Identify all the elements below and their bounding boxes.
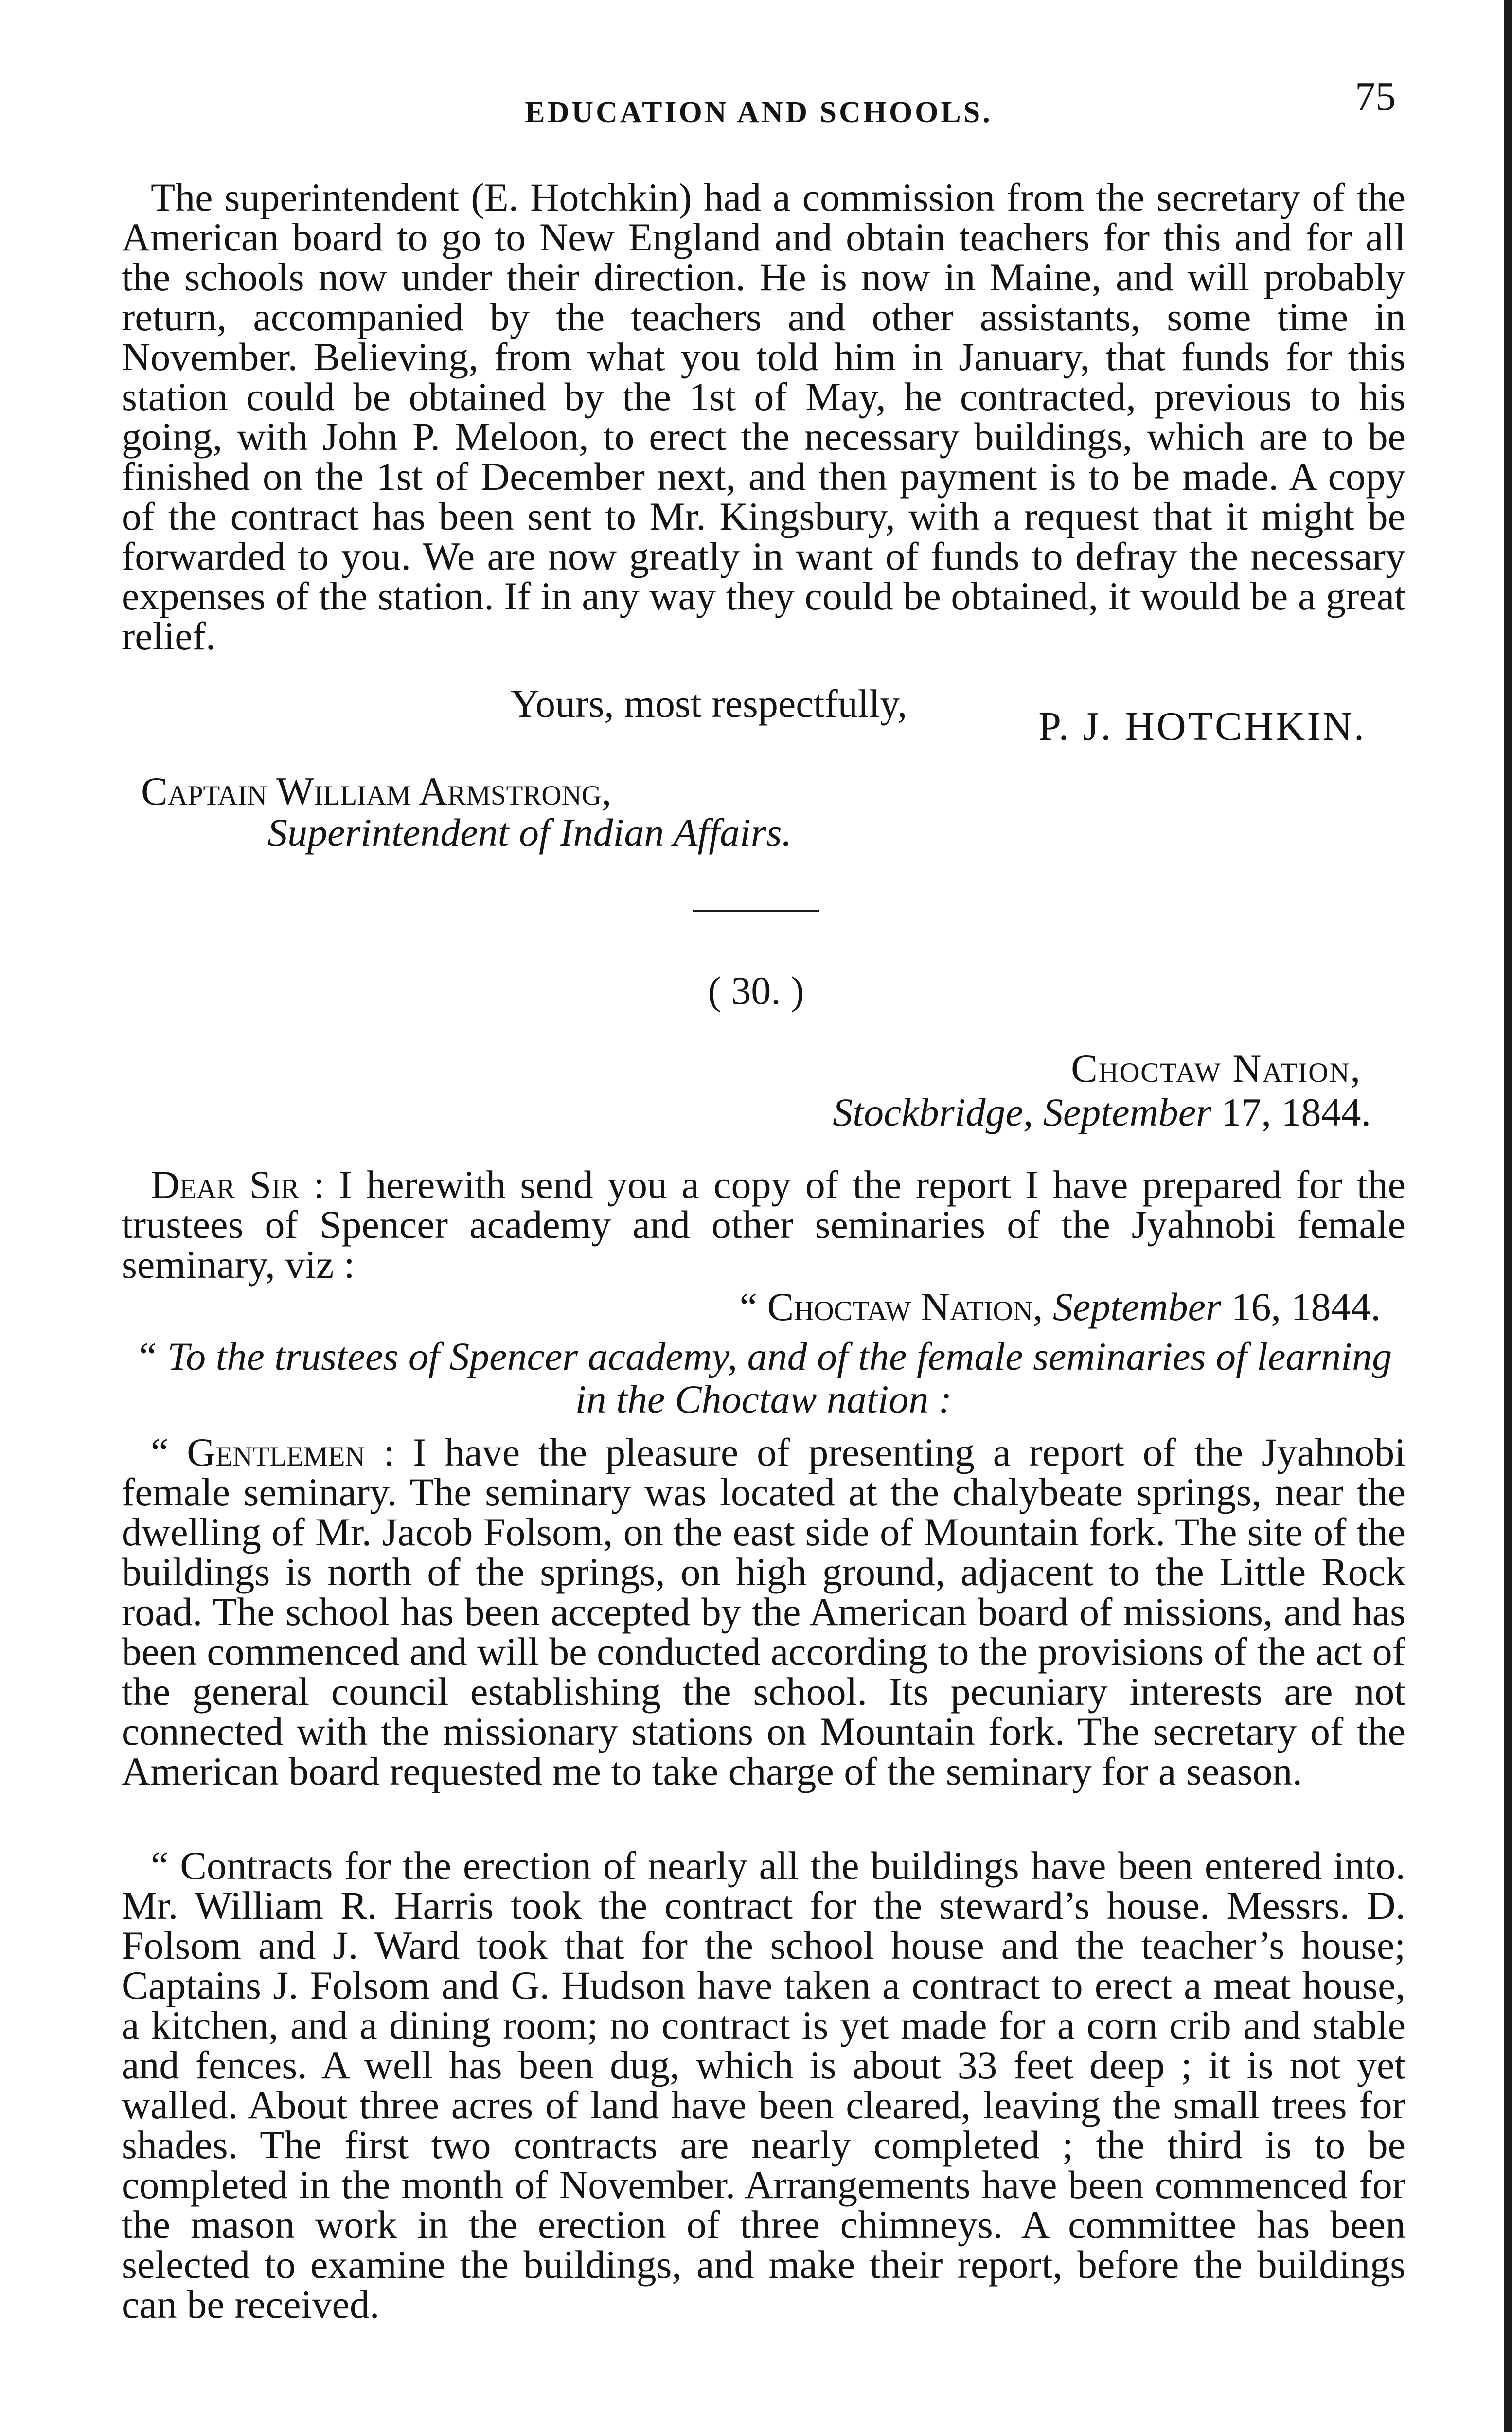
report-salutation: “ Gentlemen : <box>151 1430 395 1474</box>
page-header <box>122 73 1396 129</box>
quoted-address: “ To the trustees of Spencer academy, and of the female seminaries of learning in the Choctaw nation : <box>135 1334 1392 1421</box>
letter2-dateline-date: 17, 1844. <box>1211 1090 1371 1134</box>
quoted-dateline-place: “ Choctaw Nation, <box>739 1285 1053 1329</box>
running-head: EDUCATION AND SCHOOLS. <box>525 96 993 129</box>
quoted-dateline <box>740 1284 1381 1330</box>
page-number: 75 <box>1355 74 1396 119</box>
letter2-dateline-place: Stockbridge, September <box>833 1090 1211 1134</box>
letter1-body: The superintendent (E. Hotchkin) had a commission from the secretary of the American board to go to New England and obtain teachers for this and for all the schools now under their direction. He is now in Maine, and will probably return, accompanied by the teachers and other assistants, some time in November. Believing, from what you told him in January, that funds for this station could be obtained by the 1st of May, he contracted, previous to his going, with John P. Meloon, to erect the necessary buildings, which are to be finished on the 1st of December next, and then payment is to be made. A copy of the contract has been sent to Mr. Kingsbury, with a request that it might be forwarded to you. We are now greatly in want of funds to defray the necessary expenses of the station. If in any way they could be obtained, it would be a great relief. <box>122 175 1405 658</box>
page-edge-right <box>1504 0 1512 2432</box>
quoted-dateline-date: 16, 1844. <box>1221 1285 1381 1329</box>
report-paragraph-2: “ Contracts for the erection of nearly all the buildings have been entered into. Mr. William R. Harris took the contract for the steward’s house. Messrs. D. Folsom and J. Ward took that for the school house and the teacher’s house; Captains J. Folsom and G. Hudson have taken a contract to erect a meat house, a kitchen, and a dining room; no contract is yet made for a corn crib and stable and fences. A well has been dug, which is about 33 feet deep ; it is not yet walled. About three acres of land have been cleared, leaving the small trees for shades. The first two contracts are nearly completed ; the third is to be completed in the month of November. Arrangements have been commenced for the mason work in the erection of three chimneys. A committee has been selected to examine the buildings, and make their report, before the buildings can be received. <box>122 1843 1405 2326</box>
letter1-closing: Yours, most respectfully, <box>511 681 907 726</box>
letter1-addressee-title: Superintendent of Indian Affairs. <box>267 810 792 855</box>
letter2-opening-text: I herewith send you a copy of the report I have prepared for the trustees of Spencer academy and other seminaries of the Jyahnobi female seminary, viz : <box>122 1162 1405 1287</box>
report-paragraph-1-text: I have the pleasure of presenting a report of the Jyahnobi female seminary. The seminary was located at the chalybeate springs, near the dwelling of Mr. Jacob Folsom, on the east side of Mountain fork. The site of the buildings is north of the springs, on high ground, adjacent to the Little Rock road. The school has been accepted by the American board of missions, and has been commenced and will be conducted according to the provisions of the act of the general council establishing the school. Its pecuniary interests are not connected with the missionary stations on Mountain fork. The secretary of the American board requested me to take charge of the seminary for a season. <box>122 1430 1405 1793</box>
letter2-place: Choctaw Nation, <box>1071 1046 1361 1091</box>
letter1-signature: P. J. HOTCHKIN. <box>1038 704 1366 749</box>
report-paragraph-1 <box>122 1432 1405 1791</box>
document-number: ( 30. ) <box>708 968 804 1013</box>
letter2-salutation: Dear Sir : <box>151 1162 325 1207</box>
section-divider <box>693 910 819 912</box>
letter2-dateline <box>833 1090 1371 1135</box>
letter1-addressee-name: Captain William Armstrong, <box>141 769 612 813</box>
letter2-opening <box>122 1162 1405 1287</box>
quoted-dateline-month: September <box>1052 1285 1221 1329</box>
